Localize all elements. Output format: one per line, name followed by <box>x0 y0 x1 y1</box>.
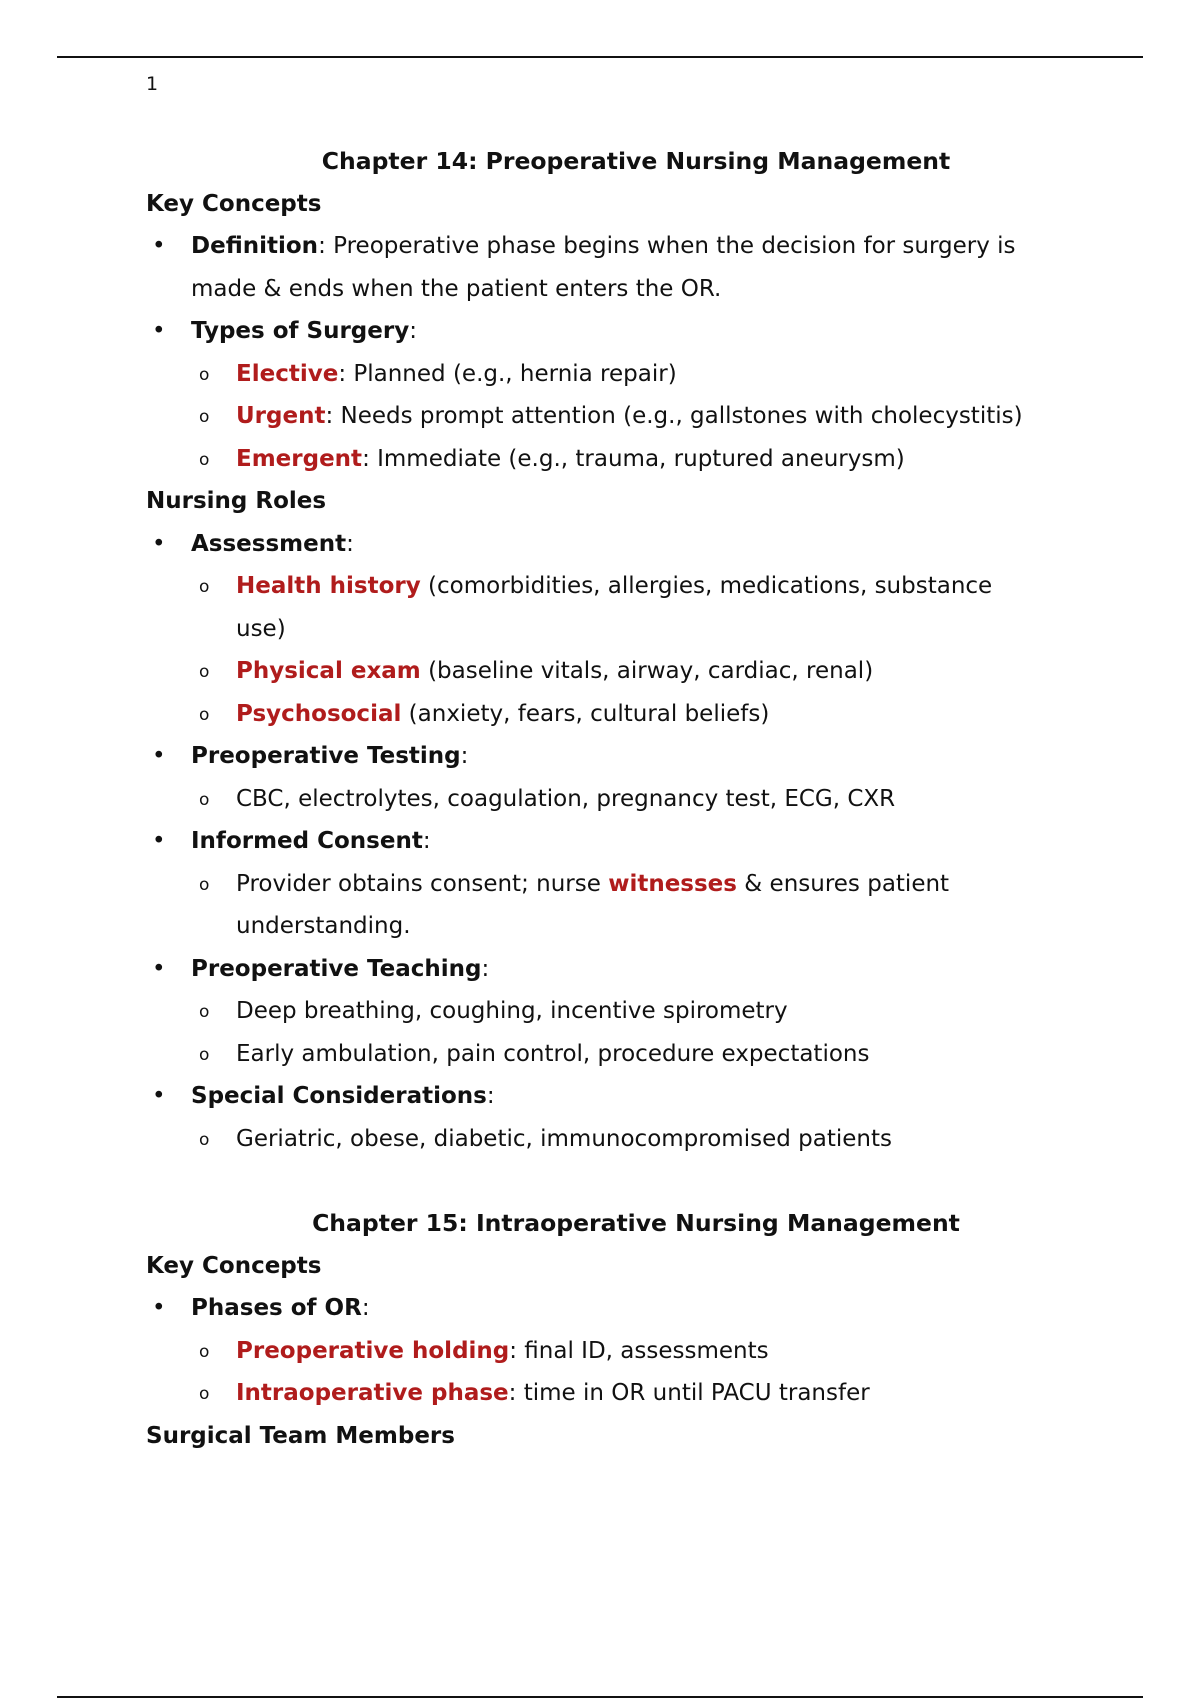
physical-exam-item <box>146 650 1086 693</box>
page-number: 1 <box>146 73 159 95</box>
special-considerations-list-item: o Geriatric, obese, diabetic, immunocompromised patients <box>146 1118 1086 1161</box>
definition-label: Definition <box>191 233 319 259</box>
teaching-item-1: o Deep breathing, coughing, incentive spirometry <box>146 990 1086 1033</box>
definition-item <box>146 225 1086 268</box>
urgent-item <box>146 395 1086 438</box>
emergent-item <box>146 438 1086 481</box>
informed-consent-label: Informed Consent <box>191 828 423 854</box>
preoperative-teaching-item: • Preoperative Teaching: <box>146 948 1086 991</box>
key-concepts-heading: Key Concepts <box>146 190 322 217</box>
physical-exam-term: Physical exam <box>236 658 421 684</box>
chapter-15-title: Chapter 15: Intraoperative Nursing Management <box>312 1209 960 1237</box>
preoperative-testing-item: • Preoperative Testing: <box>146 735 1086 778</box>
urgent-term: Urgent <box>236 403 326 429</box>
document-body <box>146 140 1086 1457</box>
intraoperative-phase-text: : time in OR until PACU transfer <box>508 1380 870 1406</box>
bottom-rule <box>57 1696 1143 1698</box>
top-rule <box>57 56 1143 58</box>
special-considerations-label: Special Considerations <box>191 1083 487 1109</box>
intraoperative-phase-item <box>146 1372 1086 1415</box>
teaching-item-2: o Early ambulation, pain control, procedure expectations <box>146 1033 1086 1076</box>
preoperative-holding-term: Preoperative holding <box>236 1337 510 1364</box>
psychosocial-item <box>146 693 1086 736</box>
psychosocial-text: (anxiety, fears, cultural beliefs) <box>401 700 770 727</box>
consent-text-after: & ensures patient <box>736 870 950 897</box>
key-concepts-heading-2: Key Concepts <box>146 1252 322 1279</box>
definition-text: : Preoperative phase begins when the decision for surgery is <box>318 233 1016 259</box>
section-gap <box>146 1160 1086 1202</box>
intraoperative-phase-term: Intraoperative phase <box>236 1380 509 1406</box>
nursing-roles-heading: Nursing Roles <box>146 488 327 514</box>
surgical-team-heading: Surgical Team Members <box>146 1422 455 1449</box>
preoperative-holding-text: : final ID, assessments <box>509 1337 769 1364</box>
phases-of-or-label: Phases of OR <box>191 1295 362 1321</box>
preoperative-teaching-label: Preoperative Teaching <box>191 955 482 982</box>
chapter-14-title: Chapter 14: Preoperative Nursing Management <box>321 147 951 175</box>
witnesses-term: witnesses <box>608 870 737 897</box>
elective-term: Elective <box>236 360 339 387</box>
health-history-item <box>146 565 1086 608</box>
informed-consent-item: • Informed Consent: <box>146 820 1086 863</box>
psychosocial-term: Psychosocial <box>236 700 402 727</box>
testing-list-item: o CBC, electrolytes, coagulation, pregnancy test, ECG, CXR <box>146 778 1086 821</box>
physical-exam-text: (baseline vitals, airway, cardiac, renal) <box>420 658 874 684</box>
definition-continuation: made & ends when the patient enters the OR. <box>191 275 722 302</box>
assessment-item: • Assessment: <box>146 523 1086 566</box>
assessment-label: Assessment <box>191 530 347 557</box>
special-considerations-item: • Special Considerations: <box>146 1075 1086 1118</box>
types-of-surgery-label: Types of Surgery <box>191 318 410 344</box>
health-history-continuation: use) <box>236 615 286 642</box>
health-history-term: Health history <box>236 573 421 599</box>
health-history-text: (comorbidities, allergies, medications, substance <box>420 573 993 599</box>
elective-text: : Planned (e.g., hernia repair) <box>338 360 677 387</box>
consent-detail-item <box>146 863 1086 906</box>
elective-item <box>146 353 1086 396</box>
phases-of-or-item: • Phases of OR: <box>146 1287 1086 1330</box>
urgent-text: : Needs prompt attention (e.g., gallstones with cholecystitis) <box>325 403 1023 429</box>
consent-continuation: understanding. <box>236 913 411 939</box>
emergent-term: Emergent <box>236 445 363 472</box>
consent-text-before: Provider obtains consent; nurse <box>236 870 609 897</box>
preoperative-testing-label: Preoperative Testing <box>191 743 461 769</box>
types-of-surgery-item: • Types of Surgery: <box>146 310 1086 353</box>
emergent-text: : Immediate (e.g., trauma, ruptured aneurysm) <box>362 445 905 472</box>
preoperative-holding-item <box>146 1330 1086 1373</box>
